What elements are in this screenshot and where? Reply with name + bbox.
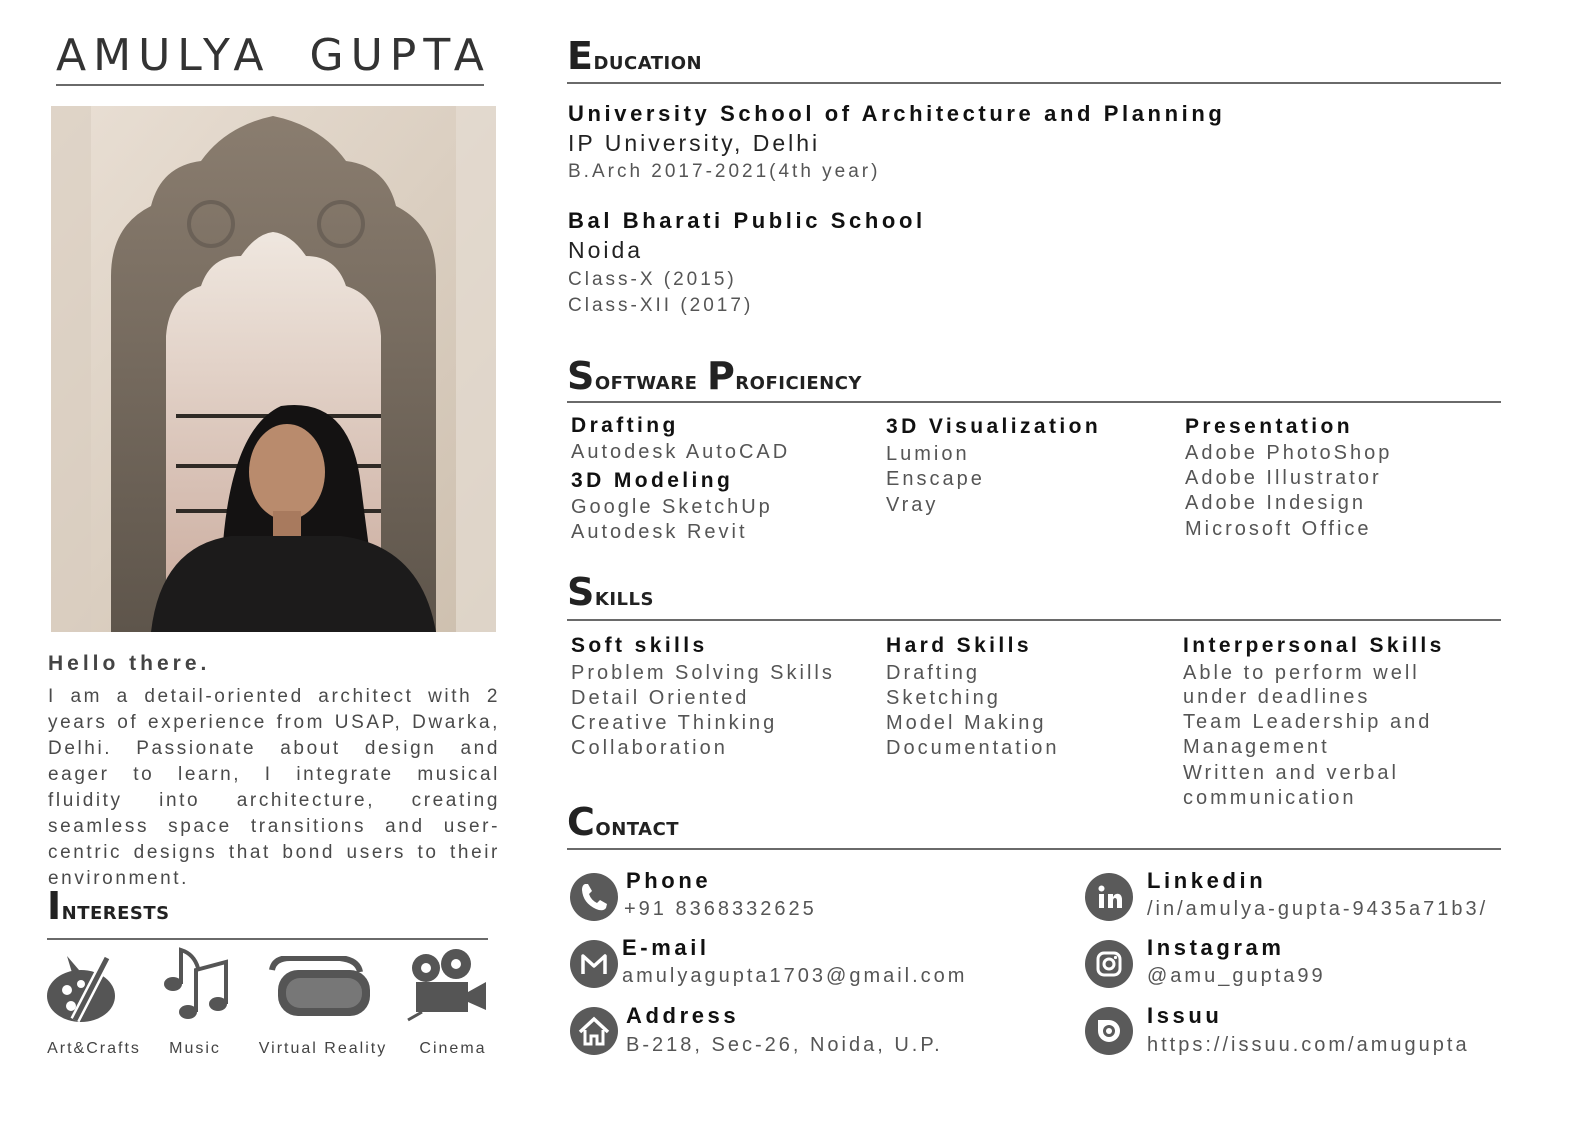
skill-item: Able to perform well (1183, 662, 1420, 684)
software-item: Adobe Indesign (1185, 492, 1367, 514)
software-item: Microsoft Office (1185, 518, 1372, 540)
skill-item: Detail Oriented (571, 687, 750, 709)
skill-item: Collaboration (571, 737, 728, 759)
software-item: Vray (886, 494, 939, 516)
education-institution: University School of Architecture and Planning (568, 101, 1226, 126)
phone-icon (570, 873, 618, 921)
education-detail: Class-X (2015) (568, 269, 737, 290)
skill-item: Documentation (886, 737, 1060, 759)
skill-item: Problem Solving Skills (571, 662, 835, 684)
interest-label-art: Art&Crafts (47, 1040, 141, 1057)
about-title: Hello there. (48, 652, 211, 675)
skill-item: under deadlines (1183, 686, 1371, 708)
software-item: Adobe PhotoShop (1185, 442, 1393, 464)
skills-category-title: Hard Skills (886, 634, 1032, 657)
software-category-title: Drafting (571, 414, 679, 437)
address-value: B-218, Sec-26, Noida, U.P. (626, 1034, 943, 1056)
instagram-value[interactable]: @amu_gupta99 (1147, 965, 1326, 987)
gmail-icon (570, 940, 618, 988)
skill-item: Drafting (886, 662, 981, 684)
skills-category-title: Soft skills (571, 634, 708, 657)
software-category-title: Presentation (1185, 415, 1353, 438)
instagram-icon (1085, 940, 1133, 988)
skills-heading: Skills (567, 570, 654, 614)
email-label: E-mail (622, 935, 710, 960)
interest-label-music: Music (169, 1040, 221, 1057)
skill-item: communication (1183, 787, 1357, 809)
issuu-icon (1085, 1007, 1133, 1055)
film-camera-icon (402, 948, 488, 1022)
skill-item: Written and verbal (1183, 762, 1399, 784)
software-item: Adobe Illustrator (1185, 467, 1382, 489)
linkedin-icon (1085, 873, 1133, 921)
contact-divider (567, 848, 1501, 850)
skill-item: Sketching (886, 687, 1001, 709)
education-detail: Class-XII (2017) (568, 295, 754, 316)
software-item: Autodesk AutoCAD (571, 441, 791, 463)
contact-heading: Contact (567, 800, 680, 844)
instagram-label: Instagram (1147, 935, 1285, 960)
vr-headset-icon (268, 956, 372, 1020)
interest-label-vr: Virtual Reality (258, 1040, 388, 1057)
interests-heading: Interests (47, 884, 170, 928)
education-institution: Bal Bharati Public School (568, 208, 926, 233)
issuu-label: Issuu (1147, 1003, 1223, 1028)
candidate-name: AMULYA GUPTA (56, 30, 491, 81)
skill-item: Team Leadership and (1183, 711, 1433, 733)
phone-value[interactable]: +91 8368332625 (624, 898, 817, 920)
skill-item: Creative Thinking (571, 712, 778, 734)
education-divider (567, 82, 1501, 84)
home-icon (570, 1007, 618, 1055)
software-category-title: 3D Visualization (886, 415, 1102, 438)
palette-icon (45, 950, 120, 1024)
software-item: Lumion (886, 443, 970, 465)
skill-item: Management (1183, 736, 1330, 758)
email-value[interactable]: amulyagupta1703@gmail.com (622, 965, 968, 987)
software-item: Autodesk Revit (571, 521, 748, 543)
skill-item: Model Making (886, 712, 1047, 734)
profile-photo (51, 106, 496, 632)
software-heading: Software Proficiency (567, 354, 862, 398)
about-text: I am a detail-oriented architect with 2 years of experience from USAP, Dwarka, Delhi. Passionate about design and eager to learn, I integrate musical fluidity into architecture, creating seamless space transitions and user-centric designs that bond users to their environment. (48, 686, 500, 889)
software-category-title: 3D Modeling (571, 469, 734, 492)
issuu-value[interactable]: https://issuu.com/amugupta (1147, 1034, 1470, 1056)
software-divider (567, 401, 1501, 403)
education-detail: B.Arch 2017-2021(4th year) (568, 161, 881, 182)
interest-label-cinema: Cinema (419, 1040, 487, 1057)
skills-divider (567, 619, 1501, 621)
education-heading: Education (567, 34, 703, 78)
music-notes-icon (160, 946, 232, 1022)
name-divider (56, 84, 484, 86)
address-label: Address (626, 1003, 740, 1028)
software-item: Google SketchUp (571, 496, 773, 518)
linkedin-label: Linkedin (1147, 868, 1267, 893)
phone-label: Phone (626, 868, 712, 893)
software-item: Enscape (886, 468, 985, 490)
interests-divider (47, 938, 488, 940)
education-place: IP University, Delhi (568, 130, 821, 156)
linkedin-value[interactable]: /in/amulya-gupta-9435a71b3/ (1147, 898, 1489, 920)
education-place: Noida (568, 237, 644, 263)
skills-category-title: Interpersonal Skills (1183, 634, 1445, 657)
